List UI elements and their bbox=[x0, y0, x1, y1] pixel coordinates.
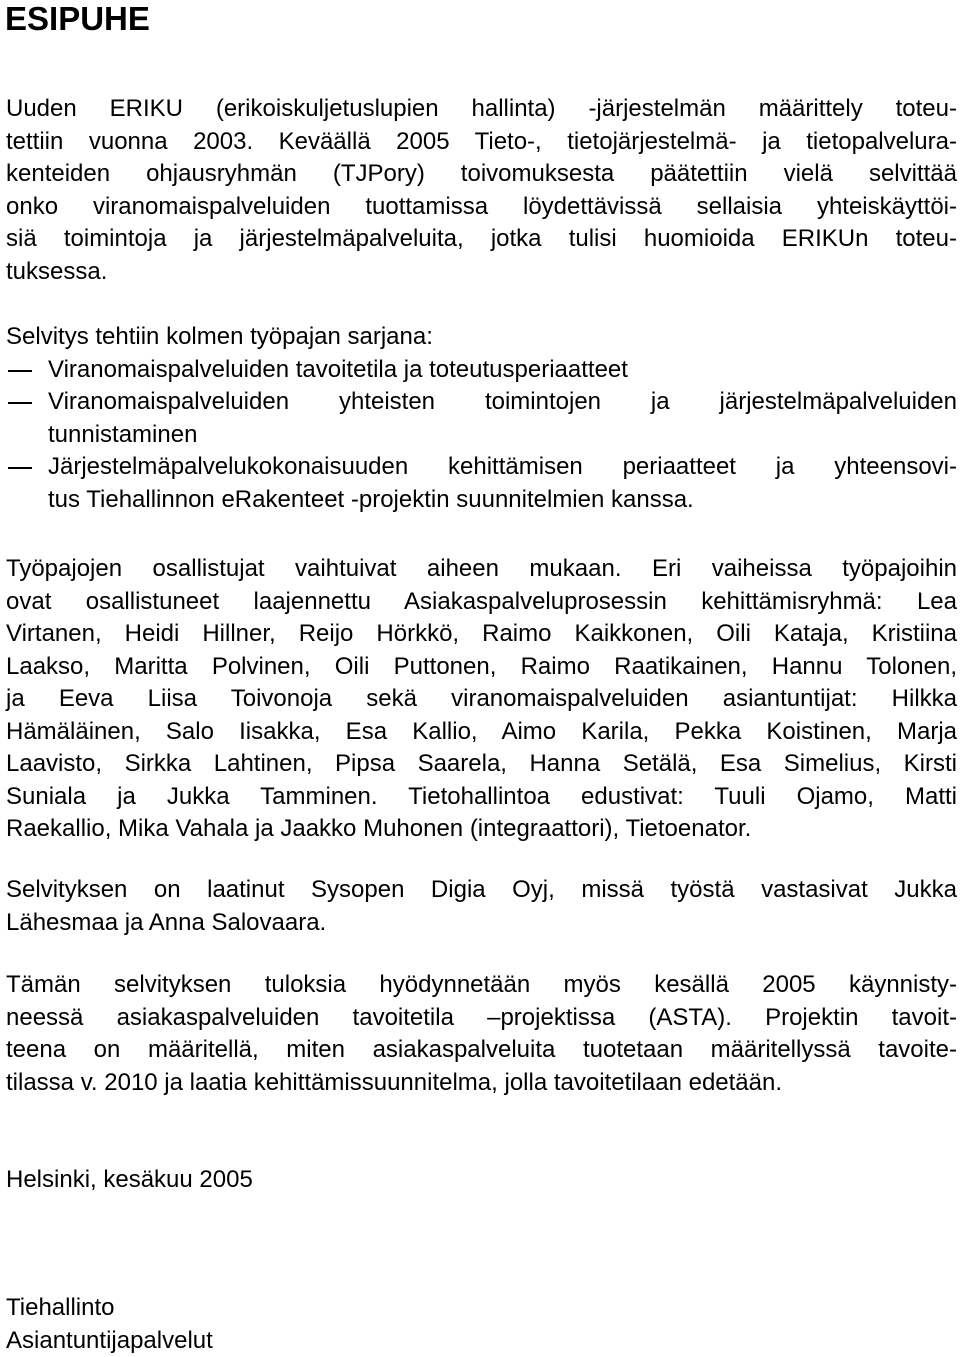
list-item bbox=[6, 451, 957, 516]
list-item-text: tus Tiehallinnon eRakenteet -projektin suunnitelmien kanssa. bbox=[48, 485, 694, 513]
dash-bullet-icon bbox=[8, 402, 32, 404]
author-line: Selvityksen on laatinut Sysopen Digia Oyj, missä työstä vastasivat Jukka bbox=[6, 876, 957, 903]
list-item-text: Järjestelmäpalvelukokonaisuuden kehittämisen periaatteet ja yhteensovi- bbox=[48, 453, 957, 480]
intro-line: tuksessa. bbox=[6, 257, 108, 285]
dash-bullet-icon bbox=[8, 370, 32, 372]
list-item bbox=[6, 386, 957, 451]
list-item bbox=[6, 354, 957, 387]
intro-line: siä toimintoja ja järjestelmäpalveluita, jotka tulisi huomioida ERIKUn toteu- bbox=[6, 225, 957, 252]
dash-bullet-icon bbox=[8, 467, 32, 469]
list-item-text: Viranomaispalveluiden yhteisten toimintojen ja järjestelmäpalveluiden bbox=[48, 388, 957, 415]
intro-line: Uuden ERIKU (erikoiskuljetuslupien hallinta) -järjestelmän määrittely toteu- bbox=[6, 95, 957, 122]
participants-line: ja Eeva Liisa Toivonoja sekä viranomaispalveluiden asiantuntijat: Hilkka bbox=[6, 685, 957, 712]
workshops-lead: Selvitys tehtiin kolmen työpajan sarjana: bbox=[6, 323, 433, 350]
results-paragraph bbox=[6, 969, 957, 1099]
participants-line: ovat osallistuneet laajennettu Asiakaspalveluprosessin kehittämisryhmä: Lea bbox=[6, 587, 957, 615]
results-line: teena on määritellä, miten asiakaspalveluita tuotetaan määritellyssä tavoite- bbox=[6, 1036, 957, 1063]
intro-line: kenteiden ohjausryhmän (TJPory) toivomuksesta päätettiin vielä selvittää bbox=[6, 160, 957, 187]
list-item-text: tunnistaminen bbox=[48, 420, 198, 448]
results-line: neessä asiakaspalveluiden tavoitetila –projektissa (ASTA). Projektin tavoit- bbox=[6, 1003, 957, 1031]
participants-line: Suniala ja Jukka Tamminen. Tietohallintoa edustivat: Tuuli Ojamo, Matti bbox=[6, 782, 957, 810]
participants-line: Työpajojen osallistujat vaihtuivat aiheen mukaan. Eri vaiheissa työpajoihin bbox=[6, 555, 957, 582]
place-date: Helsinki, kesäkuu 2005 bbox=[6, 1166, 253, 1193]
results-line: tilassa v. 2010 ja laatia kehittämissuunnitelma, jolla tavoitetilaan edetään. bbox=[6, 1068, 783, 1096]
list-item-text: Viranomaispalveluiden tavoitetila ja toteutusperiaatteet bbox=[48, 355, 628, 383]
participants-paragraph bbox=[6, 553, 957, 846]
author-paragraph bbox=[6, 874, 957, 939]
intro-line: tettiin vuonna 2003. Keväällä 2005 Tieto-, tietojärjestelmä- ja tietopalvelura- bbox=[6, 127, 957, 155]
results-line: Tämän selvityksen tuloksia hyödynnetään myös kesällä 2005 käynnisty- bbox=[6, 971, 957, 998]
signature-block bbox=[6, 1292, 213, 1357]
workshop-list bbox=[6, 354, 957, 517]
participants-line: Raekallio, Mika Vahala ja Jaakko Muhonen (integraattori), Tietoenator. bbox=[6, 815, 752, 842]
workshops-section bbox=[6, 321, 957, 516]
participants-line: Virtanen, Heidi Hillner, Reijo Hörkkö, Raimo Kaikkonen, Oili Kataja, Kristiina bbox=[6, 620, 957, 647]
intro-line: onko viranomaispalveluiden tuottamissa löydettävissä sellaisia yhteiskäyttöi- bbox=[6, 192, 957, 220]
author-line: Lähesmaa ja Anna Salovaara. bbox=[6, 908, 327, 936]
signature-unit: Asiantuntijapalvelut bbox=[6, 1326, 213, 1354]
intro-paragraph bbox=[6, 93, 957, 288]
signature-org: Tiehallinto bbox=[6, 1294, 115, 1321]
page-title: ESIPUHE bbox=[5, 0, 150, 37]
participants-line: Laakso, Maritta Polvinen, Oili Puttonen, Raimo Raatikainen, Hannu Tolonen, bbox=[6, 652, 957, 680]
participants-line: Hämäläinen, Salo Iisakka, Esa Kallio, Aimo Karila, Pekka Koistinen, Marja bbox=[6, 717, 957, 745]
participants-line: Laavisto, Sirkka Lahtinen, Pipsa Saarela, Hanna Setälä, Esa Simelius, Kirsti bbox=[6, 750, 957, 777]
